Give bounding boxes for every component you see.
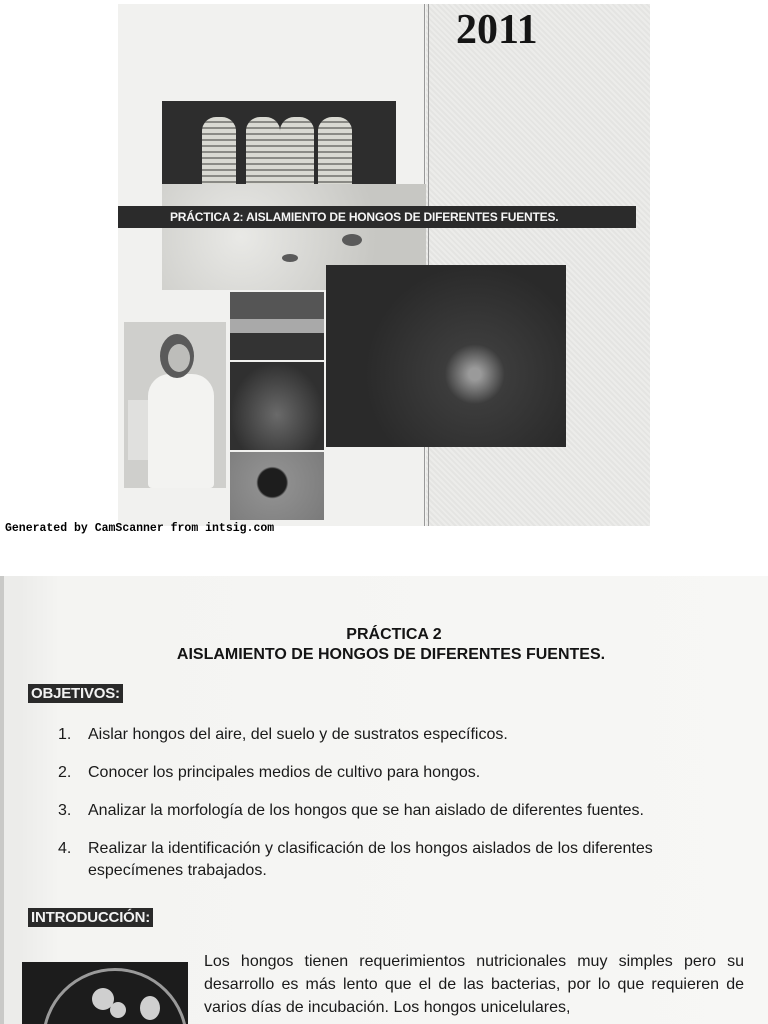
objective-number: 3. (58, 802, 72, 819)
document-page (0, 576, 768, 1024)
objective-number: 2. (58, 764, 72, 781)
cover-page (118, 4, 650, 526)
objective-number: 4. (58, 840, 72, 857)
introduction-text: Los hongos tienen requerimientos nutricionales muy simples pero su desarrollo es más lento que el de las bacterias, por lo que requieren de varios días de incubación. Los hongos unicelulares, (204, 953, 744, 1016)
objective-text: Realizar la identificación y clasificación de los hongos aislados de los diferentes especímenes trabajados. (88, 840, 653, 879)
petri-dish-photo (22, 962, 188, 1024)
objective-item (58, 838, 748, 882)
colony-photo (230, 452, 324, 520)
objective-number: 1. (58, 726, 72, 743)
culture-dish-photo (326, 265, 566, 447)
document-subtitle: AISLAMIENTO DE HONGOS DE DIFERENTES FUENTES. (176, 646, 606, 663)
objective-item (58, 724, 748, 746)
cover-banner: PRÁCTICA 2: AISLAMIENTO DE HONGOS DE DIFERENTES FUENTES. (118, 206, 636, 228)
introduction-heading: INTRODUCCIÓN: (28, 908, 153, 927)
mold-culture-photo (230, 362, 324, 450)
substrate-photo (230, 292, 324, 360)
objectives-list (58, 724, 748, 898)
objective-text: Analizar la morfología de los hongos que se han aislado de diferentes fuentes. (88, 802, 644, 819)
scanner-credit: Generated by CamScanner from intsig.com (5, 522, 275, 535)
objective-text: Conocer los principales medios de cultivo para hongos. (88, 764, 481, 781)
objective-text: Aislar hongos del aire, del suelo y de sustratos específicos. (88, 726, 508, 743)
corn-photo (162, 101, 396, 195)
objective-item (58, 800, 748, 822)
document-title: PRÁCTICA 2 (346, 626, 442, 643)
researcher-photo (124, 322, 226, 488)
objective-item (58, 762, 748, 784)
cover-year: 2011 (456, 7, 538, 53)
objectives-heading: OBJETIVOS: (28, 684, 123, 703)
